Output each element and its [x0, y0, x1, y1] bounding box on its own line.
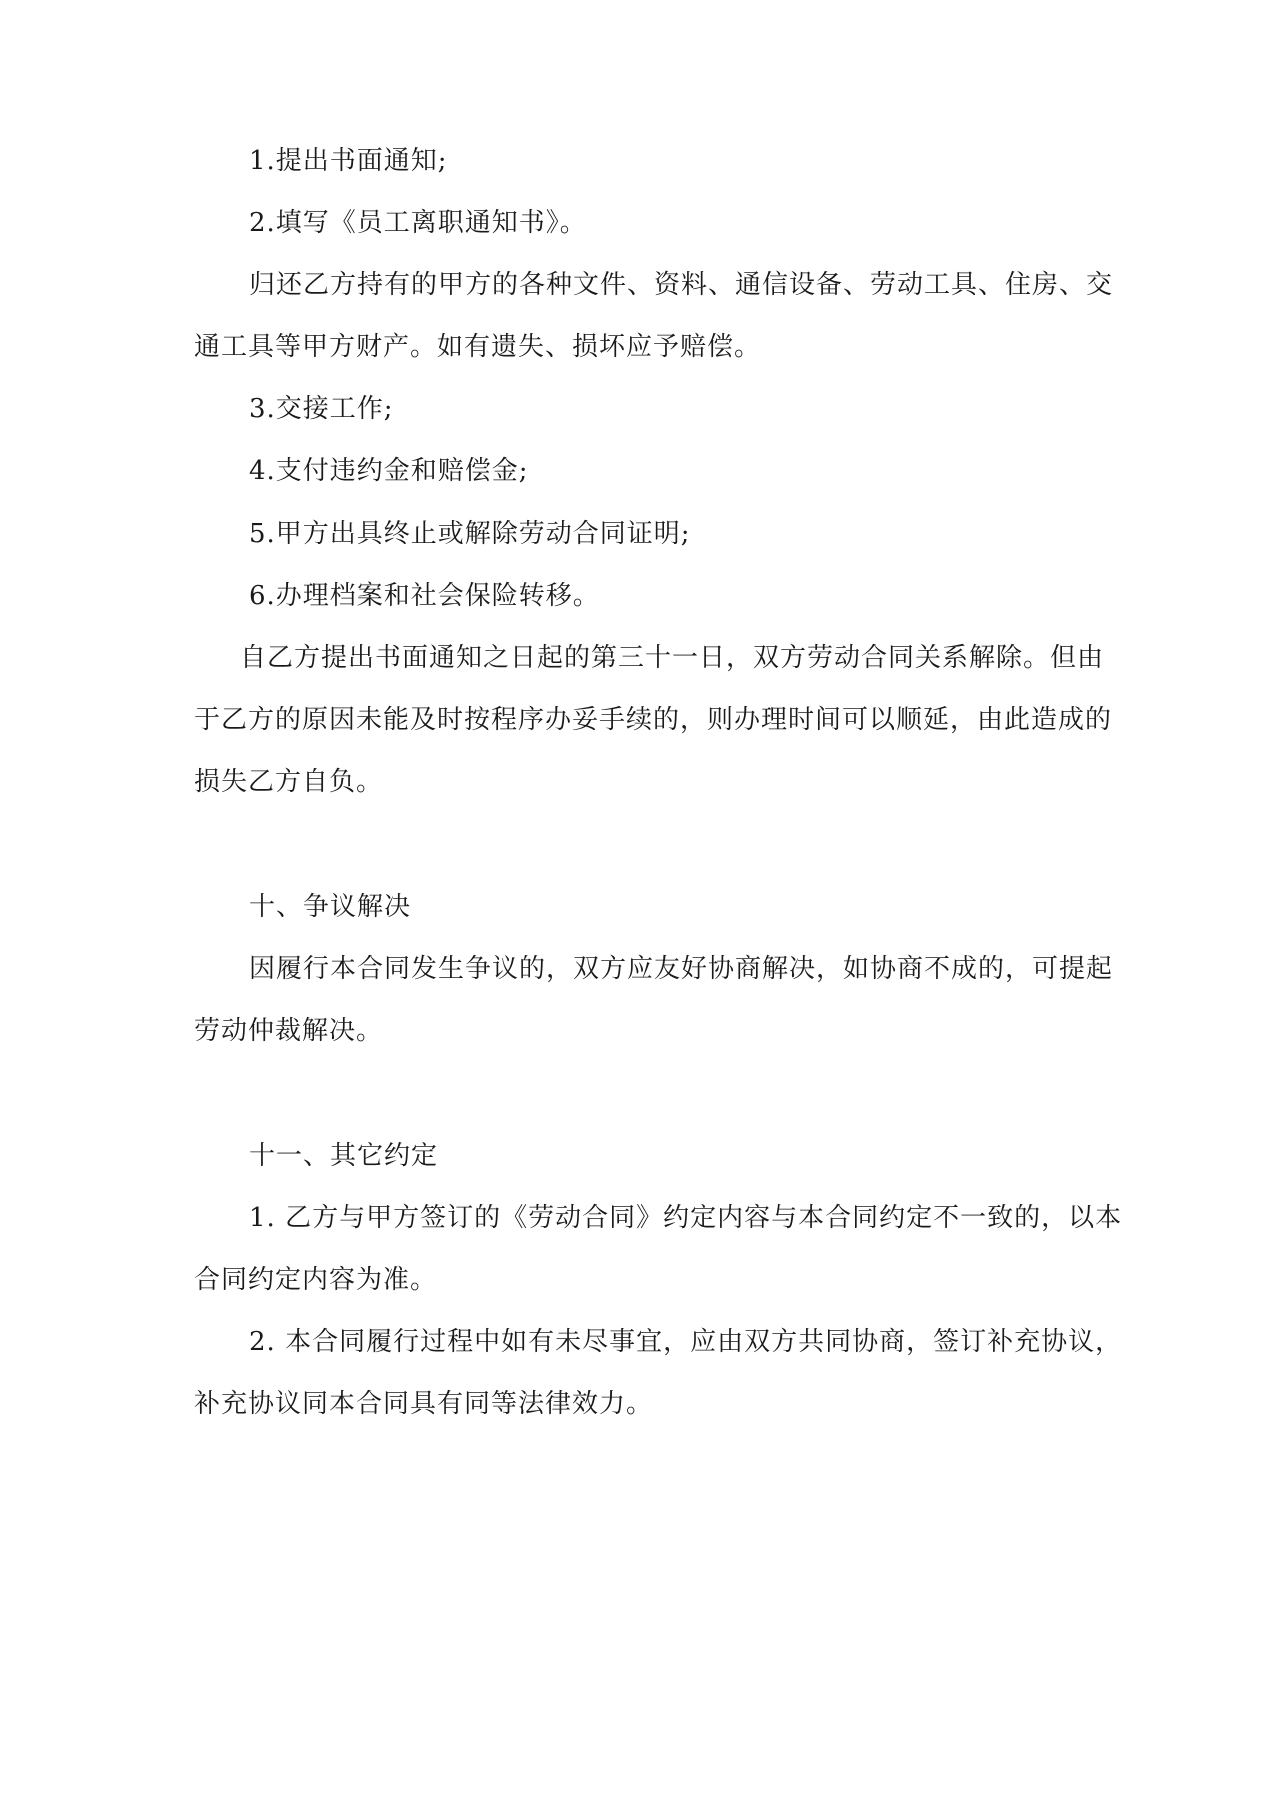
- step-6: 6.办理档案和社会保险转移。: [249, 581, 600, 611]
- termination-clause-line-2: 于乙方的原因未能及时按程序办妥手续的，则办理时间可以顺延，由此造成的: [194, 705, 1113, 735]
- termination-clause-line-3: 损失乙方自负。: [194, 767, 384, 797]
- section-11-item-2-line-1: 2. 本合同履行过程中如有未尽事宜，应由双方共同协商，签订补充协议，: [249, 1327, 1123, 1357]
- section-11-item-1-line-1: 1. 乙方与甲方签订的《劳动合同》约定内容与本合同约定不一致的，以本: [249, 1203, 1123, 1233]
- section-10-line-1: 因履行本合同发生争议的，双方应友好协商解决，如协商不成的，可提起: [249, 954, 1114, 984]
- step-5: 5.甲方出具终止或解除劳动合同证明;: [249, 519, 691, 549]
- property-return-line-1: 归还乙方持有的甲方的各种文件、资料、通信设备、劳动工具、住房、交: [249, 270, 1114, 300]
- section-10-heading: 十、争议解决: [249, 892, 412, 922]
- step-4: 4.支付违约金和赔偿金;: [249, 456, 529, 486]
- termination-clause-line-1: 自乙方提出书面通知之日起的第三十一日，双方劳动合同关系解除。但由: [240, 643, 1105, 673]
- step-2: 2.填写《员工离职通知书》。: [249, 208, 587, 238]
- section-11-item-2-line-2: 补充协议同本合同具有同等法律效力。: [194, 1389, 654, 1419]
- section-11-item-1-line-2: 合同约定内容为准。: [194, 1265, 438, 1295]
- step-1: 1.提出书面通知;: [249, 146, 448, 176]
- section-10-line-2: 劳动仲裁解决。: [194, 1016, 384, 1046]
- property-return-line-2: 通工具等甲方财产。如有遗失、损坏应予赔偿。: [194, 332, 762, 362]
- section-11-heading: 十一、其它约定: [249, 1141, 439, 1171]
- step-3: 3.交接工作;: [249, 394, 394, 424]
